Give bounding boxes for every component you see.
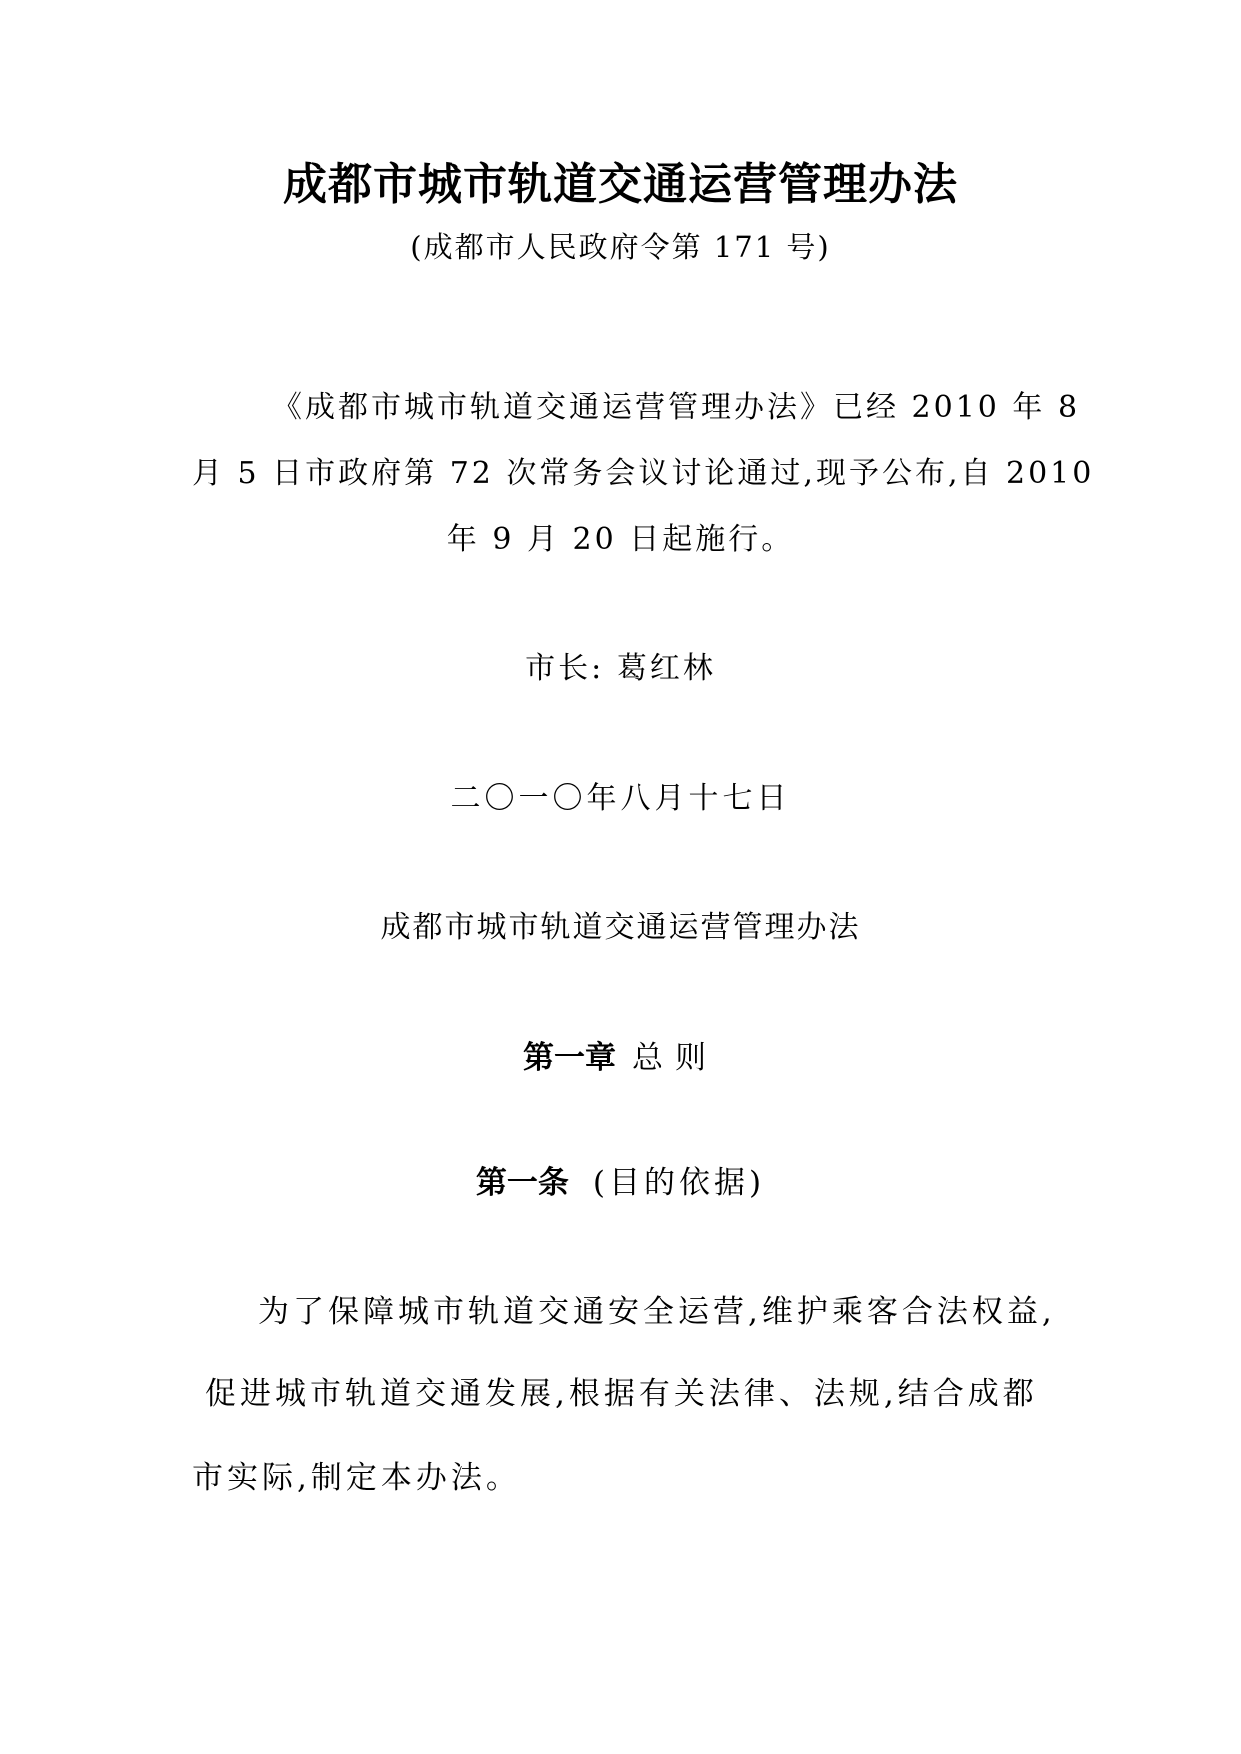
chapter-label: 第一章 — [523, 1040, 616, 1076]
promulgation-line-2: 月 5 日市政府第 72 次常务会议讨论通过,现予公布,自 2010 — [192, 456, 1095, 491]
regulation-heading: 成都市城市轨道交通运营管理办法 — [380, 910, 861, 945]
promulgation-line-3: 年 9 月 20 日起施行。 — [446, 522, 795, 557]
issue-date: 二〇一〇年八月十七日 — [450, 781, 791, 816]
decree-number: (成都市人民政府令第 171 号) — [410, 230, 831, 264]
promulgation-line-1: 《成都市城市轨道交通运营管理办法》已经 2010 年 8 — [272, 390, 1081, 425]
chapter-name: 总则 — [632, 1040, 718, 1076]
chapter-heading — [0, 1040, 1241, 1076]
article-name: (目的依据) — [592, 1165, 766, 1201]
mayor-signature: 市长: 葛红林 — [525, 651, 716, 686]
article-heading — [0, 1165, 1241, 1201]
document-title: 成都市城市轨道交通运营管理办法 — [283, 159, 958, 210]
article-body-line-3: 市实际,制定本办法。 — [192, 1460, 521, 1496]
article-body-line-1: 为了保障城市轨道交通安全运营,维护乘客合法权益, — [258, 1294, 1056, 1330]
article-body-line-2: 促进城市轨道交通发展,根据有关法律、法规,结合成都 — [205, 1376, 1038, 1412]
article-label: 第一条 — [475, 1165, 569, 1201]
